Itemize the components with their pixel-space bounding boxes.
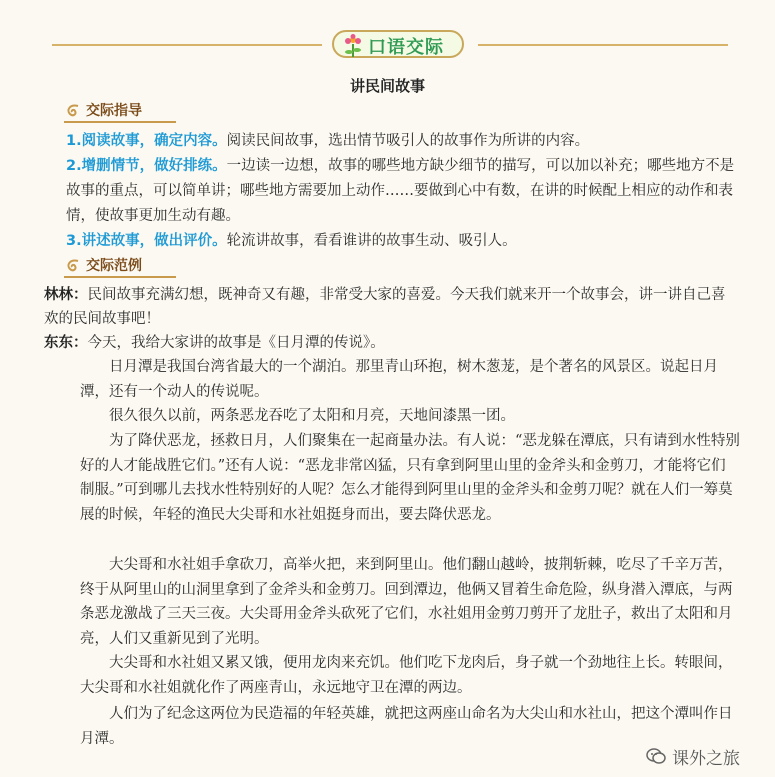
banner-rule-right <box>478 44 728 46</box>
banner-rule-left <box>52 44 322 46</box>
swirl-icon <box>64 257 82 275</box>
guide-item-heading: 阅读故事，确定内容。 <box>81 133 227 149</box>
story-paragraph: 很久很久以前，两条恶龙吞吃了太阳和月亮，天地间漆黑一团。 <box>109 408 515 424</box>
lesson-title: 讲民间故事 <box>349 77 425 95</box>
guide-item-body: 一边读一边想，故事的哪些地方缺少细节的描写，可以加以补充；哪些地方不是故事的重点，可以简单讲；哪些地方需要加上动作……要做到心中有数，在讲的时候配上相应的动作和表情，使故事更加生动有趣。 <box>66 158 735 224</box>
speaker-text: 民间故事充满幻想，既神奇又有趣，非常受大家的喜爱。今天我们就来开一个故事会，讲一讲自己喜欢的民间故事吧！ <box>44 287 726 327</box>
guide-item-number: 1. <box>66 133 82 149</box>
guide-tag-label: 交际指导 <box>86 103 142 119</box>
dialogue-line <box>44 283 734 331</box>
guide-item-body: 阅读民间故事，选出情节吸引人的故事作为所讲的内容。 <box>226 133 590 149</box>
guide-item <box>66 154 746 229</box>
badge-label: 口语交际 <box>368 37 444 58</box>
guide-item-number: 2. <box>66 158 82 174</box>
dialogue-line <box>44 331 734 355</box>
swirl-icon <box>64 102 82 120</box>
story-paragraph: 为了降伏恶龙，拯救日月，人们聚集在一起商量办法。有人说：“恶龙躲在潭底，只有请到水性特别好的人才能战胜它们。”还有人说：“恶龙非常凶猛，只有拿到阿里山里的金斧头和金剪刀，才能将它们制服。”可到哪儿去找水性特别好的人呢？怎么才能得到阿里山里的金斧头和金剪刀呢？就在人们一筹莫展的时候，年轻的渔民大尖哥和水社姐挺身而出，要去降伏恶龙。 <box>80 433 740 523</box>
guide-item-heading: 讲述故事，做出评价。 <box>81 233 227 249</box>
watermark <box>646 742 766 770</box>
header-banner <box>0 28 775 64</box>
speaker-name: 东东： <box>44 335 88 351</box>
speaker-name: 林林： <box>44 287 88 303</box>
watermark-label: 课外之旅 <box>672 749 740 769</box>
story-paragraph: 日月潭是我国台湾省最大的一个湖泊。那里青山环抱，树木葱茏，是个著名的风景区。说起日月潭，还有一个动人的传说呢。 <box>80 359 718 400</box>
section-badge <box>332 30 464 58</box>
chat-bubble-icon <box>646 746 666 766</box>
guide-item <box>66 229 746 254</box>
guide-item-body: 轮流讲故事，看看谁讲的故事生动、吸引人。 <box>226 233 517 249</box>
story-paragraph: 大尖哥和水社姐又累又饿，便用龙肉来充饥。他们吃下龙肉后，身子就一个劲地往上长。转眼间，大尖哥和水社姐就化作了两座青山，永远地守卫在潭的两边。 <box>80 655 733 696</box>
guide-item <box>66 129 746 154</box>
story-paragraph: 大尖哥和水社姐手拿砍刀，高举火把，来到阿里山。他们翻山越岭，披荆斩棘，吃尽了千辛万苦，终于从阿里山的山洞里拿到了金斧头和金剪刀。回到潭边，他俩又冒着生命危险，纵身潜入潭底，与两条恶龙激战了三天三夜。大尖哥用金斧头砍死了它们，水社姐用金剪刀剪开了龙肚子，救出了太阳和月亮，人们又重新见到了光明。 <box>80 557 733 647</box>
story-paragraph: 人们为了纪念这两位为民造福的年轻英雄，就把这两座山命名为大尖山和水社山，把这个潭叫作日月潭。 <box>80 706 733 747</box>
guide-item-heading: 增删情节，做好排练。 <box>81 158 227 174</box>
flower-icon <box>342 34 364 58</box>
example-tag-label: 交际范例 <box>86 258 142 274</box>
guide-section-tag <box>64 101 176 123</box>
guide-item-number: 3. <box>66 233 82 249</box>
example-section-tag <box>64 256 176 278</box>
speaker-text: 今天，我给大家讲的故事是《日月潭的传说》。 <box>87 335 385 351</box>
